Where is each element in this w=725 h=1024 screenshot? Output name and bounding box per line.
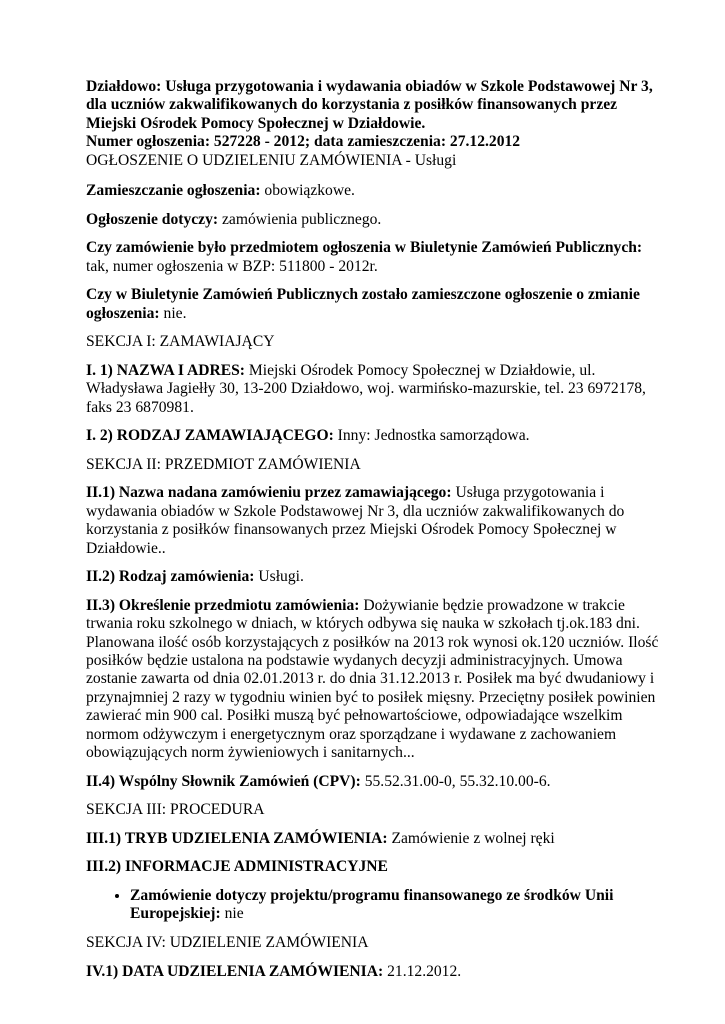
field-contracting-kind-label: I. 2) RODZAJ ZAMAWIAJĄCEGO:	[86, 427, 334, 445]
notice-title: Działdowo: Usługa przygotowania i wydawania obiadów w Szkole Podstawowej Nr 3, dla uczniów zakwalifikowanych do korzystania z posiłków finansowanych przez Miejski Ośrodek Pomocy Społecznej w Działdowie.	[86, 78, 653, 132]
field-bzp	[86, 239, 661, 276]
section-1-heading: SEKCJA I: ZAMAWIAJĄCY	[86, 333, 275, 351]
field-procedure-mode-label: III.1) TRYB UDZIELENIA ZAMÓWIENIA:	[86, 829, 388, 847]
section-2-heading: SEKCJA II: PRZEDMIOT ZAMÓWIENIA	[86, 455, 361, 473]
notice-number-line: Numer ogłoszenia: 527228 - 2012; data zamieszczenia: 27.12.2012	[86, 133, 521, 151]
field-order-type-value: Usługi.	[254, 568, 304, 586]
field-concerns-label: Ogłoszenie dotyczy:	[86, 210, 219, 228]
field-name-address-label: I. 1) NAZWA I ADRES:	[86, 361, 245, 379]
field-change-value: nie.	[159, 304, 187, 322]
field-procedure-mode-value: Zamówienie z wolnej ręki	[387, 829, 555, 847]
field-placement-label: Zamieszczanie ogłoszenia:	[86, 182, 261, 200]
notice-header	[86, 78, 661, 170]
field-bzp-label: Czy zamówienie było przedmiotem ogłoszenia w Biuletynie Zamówień Publicznych:	[86, 239, 643, 257]
field-order-type	[86, 568, 661, 586]
field-award-date-label: IV.1) DATA UDZIELENIA ZAMÓWIENIA:	[86, 962, 384, 980]
notice-type-line: OGŁOSZENIE O UDZIELENIU ZAMÓWIENIA - Usługi	[86, 151, 457, 169]
field-change-label: Czy w Biuletynie Zamówień Publicznych zostało zamieszczone ogłoszenie o zmianie ogłoszenia:	[86, 286, 640, 322]
list-item-eu-funding	[130, 887, 661, 924]
field-order-name-label: II.1) Nazwa nadana zamówieniu przez zamawiającego:	[86, 484, 452, 502]
field-change	[86, 286, 661, 323]
field-order-description-value: Dożywianie będzie prowadzone w trakcie trwania roku szkolnego w dniach, w których odbywa się nauka w szkołach tj.ok.183 dni. Planowana ilość osób korzystających z posiłków na 2013 rok wynosi ok.120 uczniów. Ilość posiłków będzie ustalona na podstawie wydanych decyzji administracyjnych. Umowa zostanie zawarta od dnia 02.01.2013 r. do dnia 31.12.2013 r. Posiłek ma być dwudaniowy i przynajmniej 2 razy w tygodniu winien być to posiłek mięsny. Przeciętny posiłek powinien zawierać min 900 cal. Posiłki muszą być pełnowartościowe, odpowiadające wszelkim normom odżywczym i energetycznym oraz sporządzane i wydawane z zachowaniem obowiązujących norm żywieniowych i sanitarnych...	[86, 596, 659, 762]
admin-info-list	[86, 887, 661, 924]
eu-funding-value: nie	[220, 905, 244, 923]
field-order-name	[86, 484, 661, 558]
section-4-heading: SEKCJA IV: UDZIELENIE ZAMÓWIENIA	[86, 934, 369, 952]
field-placement-value: obowiązkowe.	[260, 182, 355, 200]
field-award-date	[86, 963, 661, 981]
field-procedure-mode	[86, 830, 661, 848]
field-order-description	[86, 597, 661, 763]
eu-funding-label: Zamówienie dotyczy projektu/programu finansowanego ze środków Unii Europejskiej:	[130, 887, 614, 923]
field-contracting-kind-value: Inny: Jednostka samorządowa.	[333, 427, 530, 445]
field-award-date-value: 21.12.2012.	[383, 962, 462, 980]
section-3-heading: SEKCJA III: PROCEDURA	[86, 801, 265, 819]
field-order-description-label: II.3) Określenie przedmiotu zamówienia:	[86, 596, 360, 614]
admin-info-heading: III.2) INFORMACJE ADMINISTRACYJNE	[86, 858, 388, 876]
field-cpv	[86, 773, 661, 791]
field-contracting-kind	[86, 427, 661, 445]
document-page	[86, 78, 661, 991]
field-placement	[86, 182, 661, 200]
field-concerns	[86, 211, 661, 229]
field-order-name-value: Usługa przygotowania i wydawania obiadów w Szkole Podstawowej Nr 3, dla uczniów zakwalifikowanych do korzystania z posiłków finansowanych przez Miejski Ośrodek Pomocy Społecznej w Działdowie..	[86, 484, 625, 557]
field-name-address-value: Miejski Ośrodek Pomocy Społecznej w Działdowie, ul. Władysława Jagiełły 30, 13-200 Działdowo, woj. warmińsko-mazurskie, tel. 23 6972178, faks 23 6870981.	[86, 361, 646, 416]
field-cpv-value: 55.52.31.00-0, 55.32.10.00-6.	[360, 772, 551, 790]
field-name-address	[86, 362, 661, 417]
field-cpv-label: II.4) Wspólny Słownik Zamówień (CPV):	[86, 772, 361, 790]
field-bzp-value: tak, numer ogłoszenia w BZP: 511800 - 2012r.	[86, 257, 378, 275]
field-order-type-label: II.2) Rodzaj zamówienia:	[86, 568, 255, 586]
field-concerns-value: zamówienia publicznego.	[218, 210, 382, 228]
